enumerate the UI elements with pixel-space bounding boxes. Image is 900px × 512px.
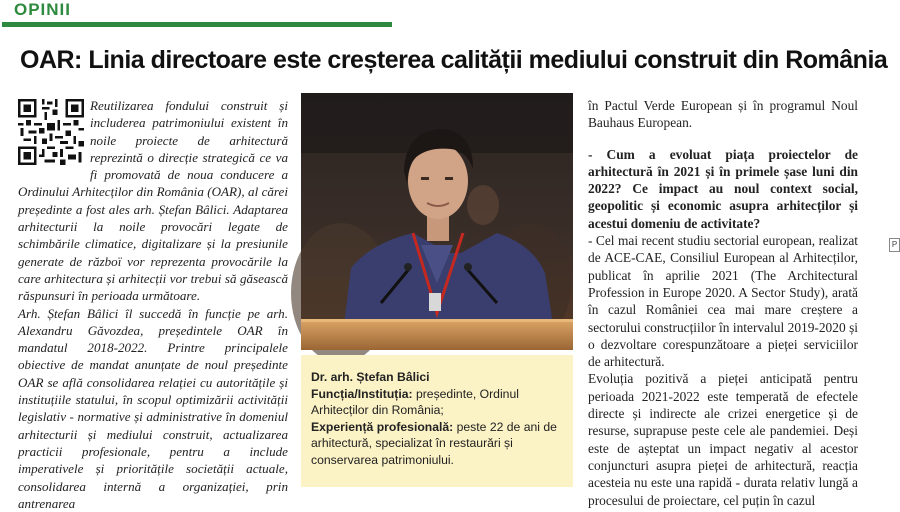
- photo-caption: [301, 355, 573, 487]
- section-label: OPINII: [14, 0, 72, 19]
- caption-role-value: președinte, Ordinul Arhitecților din România;: [311, 386, 519, 417]
- caption-role-label: Funcția/Instituția:: [311, 386, 413, 401]
- article-column-3: [588, 97, 858, 509]
- caption-name: Dr. arh. Ștefan Bâlici: [311, 370, 430, 384]
- section-rule: [2, 22, 392, 27]
- article-column-1: [18, 97, 288, 512]
- article-paragraph: Reutilizarea fondului construit și includerea patrimoniului existent în noile proiecte de arhitectură reprezintă o direcție strategică ce va fi promovată de noua conducere a Ordinului Arhitecților din România (OAR), al cărei președinte a fost ales arh. Ștefan Bâlici. Adaptarea arhitecturii la noile provocări legate de schimbările climatice, digitalizare și la presiunile generate de războï vor reprezenta provocările la care arhitectura și arhitecții vor trebui să găsească răspunsuri în perioada următoare.: [18, 98, 288, 304]
- interview-answer: - Cel mai recent studiu sectorial european, realizat de ACE-CAE, Consiliul European al Arhitecților, publicat în aprilie 2021 (The Architectural Profession in Europe 2020. A Sector Study), arată în cazul României cea mai mare creștere a sectorului construcțiilor în intervalul 2019-2020 și o dezvoltare corespunzătoare a pieței serviciilor de arhitectură.: [588, 233, 858, 370]
- interview-answer: Evoluția pozitivă a pieței anticipată pentru perioada 2021-2022 este temperată de efectele directe și indirecte ale crizei energetice și de resurse, suprapuse peste cele ale pandemiei. Deși este de așteptat un impact negativ al acestor conjuncturi asupra pieței de arhitectură, reacția acesteia nu este una rapidă - durata relativ lungă a procesului de proiectare, cel puțin în cazul: [588, 371, 858, 508]
- qr-code-icon[interactable]: [18, 99, 84, 165]
- headline: OAR: Linia directoare este creșterea calității mediului construit din România: [20, 46, 888, 74]
- caption-experience-label: Experiență profesională:: [311, 419, 454, 434]
- article-paragraph: Arh. Ștefan Bâlici îl succedă în funcție pe arh. Alexandru Găvozdea, președintele OAR în mandatul 2018-2022. Printre principalele obiective de mandat anunțate de noul președinte OAR se află consolidarea relației cu autoritățile și instituțiile statului, în scopul optimizării activității legislativ - normative și administrative în domeniul arhitecturii și mediului construit, actualizarea practicii profesionale, pentru a include imperativele și prioritățile societății actuale, consolidarea internă a organizației, prin antrenarea: [18, 305, 288, 511]
- portrait-photo: [301, 93, 573, 350]
- article-paragraph: în Pactul Verde European și în programul Noul Bauhaus European.: [588, 98, 858, 131]
- caption-experience-value: peste 22 de ani de arhitectură, specializat în restaurări și conservarea patrimoniului.: [311, 419, 557, 467]
- interview-question: - Cum a evoluat piața proiectelor de arhitectură în 2021 și în primele șase luni din 2022? Ce impact au noul context social, geopolitic și economic asupra arhitecților și acestui domeniu de activitate?: [588, 146, 858, 231]
- page-edge-marker: P: [889, 238, 900, 252]
